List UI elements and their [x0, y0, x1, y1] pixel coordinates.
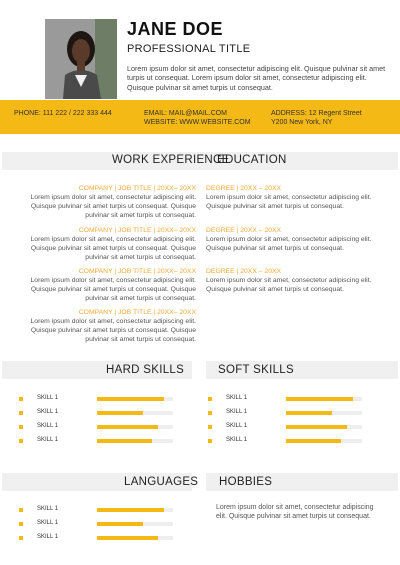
candidate-name: JANE DOE [127, 19, 224, 39]
work-entry [10, 184, 196, 220]
language-bar-fill [97, 536, 158, 540]
skill-label: SKILL 1 [226, 437, 248, 443]
skill-bullet-icon [208, 439, 212, 443]
education-heading: EDUCATION [217, 154, 287, 166]
skill-bar [97, 425, 173, 429]
professional-title: PROFESSIONAL TITLE [127, 43, 251, 55]
education-entry [206, 267, 396, 294]
skill-bar-fill [97, 397, 164, 401]
work-entry-desc: Quisque pulvinar sit amet turpis ut consequat. Quisque [30, 286, 196, 293]
work-entry [10, 226, 196, 262]
skill-label: SKILL 1 [226, 423, 248, 429]
skill-label: SKILL 1 [37, 395, 59, 401]
work-entry-desc: Quisque pulvinar sit amet turpis ut consequat. Quisque [30, 203, 196, 210]
work-entry [10, 308, 196, 344]
profile-photo [45, 19, 117, 99]
skill-label: SKILL 1 [37, 437, 59, 443]
contact-address-line2: Y200 New York, NY [271, 119, 333, 126]
skill-bar-fill [286, 411, 332, 415]
language-bar-fill [97, 522, 143, 526]
language-label: SKILL 1 [37, 534, 59, 540]
contact-phone: PHONE: 111 222 / 222 333 444 [14, 110, 112, 117]
language-bar [97, 536, 173, 540]
skill-label: SKILL 1 [37, 409, 59, 415]
work-entry-desc: pulvinar sit amet turpis ut consequat. [85, 254, 196, 261]
contact-address-line1: ADDRESS: 12 Regent Street [271, 110, 362, 117]
skill-bar [286, 425, 362, 429]
contact-address [271, 109, 362, 127]
education-entry-desc: Quisque pulvinar sit amet turpis ut consequat. [206, 245, 344, 252]
skill-bar [286, 411, 362, 415]
skill-bar [97, 439, 173, 443]
work-entry-desc: Quisque pulvinar sit amet turpis ut consequat. Quisque [30, 245, 196, 252]
language-bar-fill [97, 508, 164, 512]
education-entry-desc: Lorem ipsum dolor sit amet, consectetur adipiscing elit. [206, 236, 372, 243]
person-photo-icon [45, 19, 117, 99]
language-bar [97, 522, 173, 526]
skill-bar-fill [97, 439, 152, 443]
skill-bullet-icon [19, 425, 23, 429]
work-entry-desc: Lorem ipsum dolor sit amet, consectetur adipiscing elit. [30, 236, 196, 243]
work-entry-title: COMPANY | JOB TITLE | 20XX– 20XX [78, 268, 196, 275]
work-entry-title: COMPANY | JOB TITLE | 20XX– 20XX [78, 309, 196, 316]
education-entry-desc: Lorem ipsum dolor sit amet, consectetur adipiscing elit. [206, 277, 372, 284]
work-entry-desc: Lorem ipsum dolor sit amet, consectetur adipiscing elit. [30, 318, 196, 325]
language-label: SKILL 1 [37, 506, 59, 512]
skill-label: SKILL 1 [226, 395, 248, 401]
skill-bar-fill [97, 411, 143, 415]
skill-bar-fill [286, 425, 347, 429]
education-entry [206, 226, 396, 253]
education-entry-title: DEGREE | 20XX – 20XX [206, 227, 282, 234]
hobbies-heading: HOBBIES [219, 476, 273, 488]
work-entry-desc: pulvinar sit amet turpis ut consequat. [85, 212, 196, 219]
skill-bullet-icon [208, 411, 212, 415]
languages-heading: LANGUAGES [124, 476, 199, 488]
education-entry-desc: Lorem ipsum dolor sit amet, consectetur adipiscing elit. [206, 194, 372, 201]
skill-bullet-icon [19, 397, 23, 401]
skill-bar [286, 439, 362, 443]
work-entry-desc: pulvinar sit amet turpis ut consequat. [85, 295, 196, 302]
work-entry-desc: Quisque pulvinar sit amet turpis ut consequat. Quisque [30, 327, 196, 334]
work-experience-heading: WORK EXPERIENCE [112, 154, 230, 166]
skill-bullet-icon [19, 536, 23, 540]
language-bar [97, 508, 173, 512]
work-entry-desc: Lorem ipsum dolor sit amet, consectetur adipiscing elit. [30, 277, 196, 284]
work-entry-title: COMPANY | JOB TITLE | 20XX– 20XX [78, 185, 196, 192]
education-entry-desc: Quisque pulvinar sit amet turpis ut consequat. [206, 286, 344, 293]
work-entry-title: COMPANY | JOB TITLE | 20XX– 20XX [78, 227, 196, 234]
education-entry-desc: Quisque pulvinar sit amet turpis ut consequat. [206, 203, 344, 210]
work-entry-desc: Lorem ipsum dolor sit amet, consectetur adipiscing elit. [30, 194, 196, 201]
profile-summary: Lorem ipsum dolor sit amet, consectetur adipiscing elit. Quisque pulvinar sit amet turpis ut consequat. Lorem ipsum dolor sit amet, consectetur adipiscing elit. Quisque pulvinar sit amet turpis ut consequat. [127, 64, 386, 92]
skill-bar-fill [286, 439, 341, 443]
skill-bar [97, 411, 173, 415]
soft-skills-heading: SOFT SKILLS [218, 364, 294, 376]
contact-website: WEBSITE: WWW.WEBSITE.COM [144, 119, 251, 126]
skill-label: SKILL 1 [226, 409, 248, 415]
hobbies-text: Lorem ipsum dolor sit amet, consectetur adipiscing elit. Quisque pulvinar sit amet turpis ut consequat. [216, 504, 374, 520]
skill-bar [286, 397, 362, 401]
skill-bar [97, 397, 173, 401]
education-entry-title: DEGREE | 20XX – 20XX [206, 185, 282, 192]
skill-bullet-icon [208, 425, 212, 429]
hard-skills-heading: HARD SKILLS [106, 364, 185, 376]
education-entry-title: DEGREE | 20XX – 20XX [206, 268, 282, 275]
contact-email-website [144, 109, 251, 127]
skill-bar-fill [286, 397, 353, 401]
work-entry [10, 267, 196, 303]
work-entry-desc: pulvinar sit amet turpis ut consequat. [85, 336, 196, 343]
language-label: SKILL 1 [37, 520, 59, 526]
skill-bullet-icon [19, 439, 23, 443]
skill-bullet-icon [19, 411, 23, 415]
contact-email: EMAIL: MAIL@MAIL.COM [144, 110, 227, 117]
skill-bar-fill [97, 425, 158, 429]
skill-bullet-icon [208, 397, 212, 401]
education-entry [206, 184, 396, 211]
skill-label: SKILL 1 [37, 423, 59, 429]
skill-bullet-icon [19, 508, 23, 512]
skill-bullet-icon [19, 522, 23, 526]
